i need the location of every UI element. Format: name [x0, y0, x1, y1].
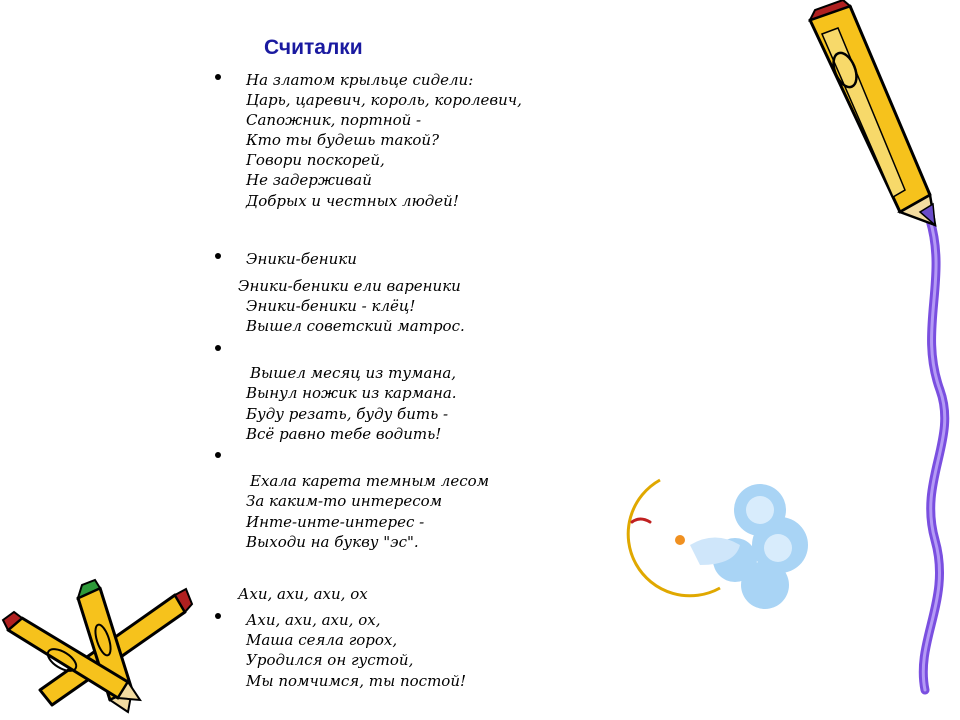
cloud-icon: [690, 484, 808, 609]
rhyme-4-line-3: Инте-инте-интерес -: [246, 513, 425, 531]
rhyme-4-line-1: Ехала карета темным лесом: [250, 472, 490, 490]
moon-icon: [628, 480, 720, 596]
rhyme-3-line-3: Буду резать, буду бить -: [246, 405, 449, 423]
rhyme-5-line-1: Ахи, ахи, ахи, ох: [238, 585, 368, 603]
rhyme-2-line-2: Эники-беники ели вареники: [238, 277, 461, 295]
rhyme-5-line-5: Мы помчимся, ты постой!: [246, 672, 467, 690]
rhyme-5-line-4: Уродился он густой,: [246, 651, 414, 669]
rhyme-2-line-4: Вышел советский матрос.: [246, 317, 465, 335]
rhyme-1-line-6: Не задерживай: [246, 171, 372, 189]
rhyme-2-line-3: Эники-беники - клёц!: [246, 297, 416, 315]
rhyme-1-line-2: Царь, царевич, король, королевич,: [246, 91, 522, 109]
rhyme-4-line-4: Выходи на букву "эс".: [246, 533, 419, 551]
rhyme-3-line-1: Вышел месяц из тумана,: [250, 364, 457, 382]
rhyme-1-line-1: На златом крыльце сидели:: [246, 71, 474, 89]
pencil-icon: [810, 0, 935, 225]
rhyme-5-line-2: Ахи, ахи, ахи, ох,: [246, 611, 381, 629]
rhyme-2-line-1: Эники-беники: [246, 250, 357, 268]
page-title: Считалки: [264, 36, 363, 59]
rhyme-1-line-7: Добрых и честных людей!: [246, 192, 459, 210]
rhyme-1-line-3: Сапожник, портной -: [246, 111, 422, 129]
rhyme-1-line-4: Кто ты будешь такой?: [246, 131, 440, 149]
rhyme-1-line-5: Говори поскорей,: [246, 151, 385, 169]
rhyme-5-line-3: Маша сеяла горох,: [246, 631, 398, 649]
pencils-icon: [3, 580, 192, 712]
rhyme-3-line-2: Вынул ножик из кармана.: [246, 384, 457, 402]
rhyme-3-line-4: Всё равно тебе водить!: [246, 425, 442, 443]
rhyme-4-line-2: За каким-то интересом: [246, 492, 443, 510]
